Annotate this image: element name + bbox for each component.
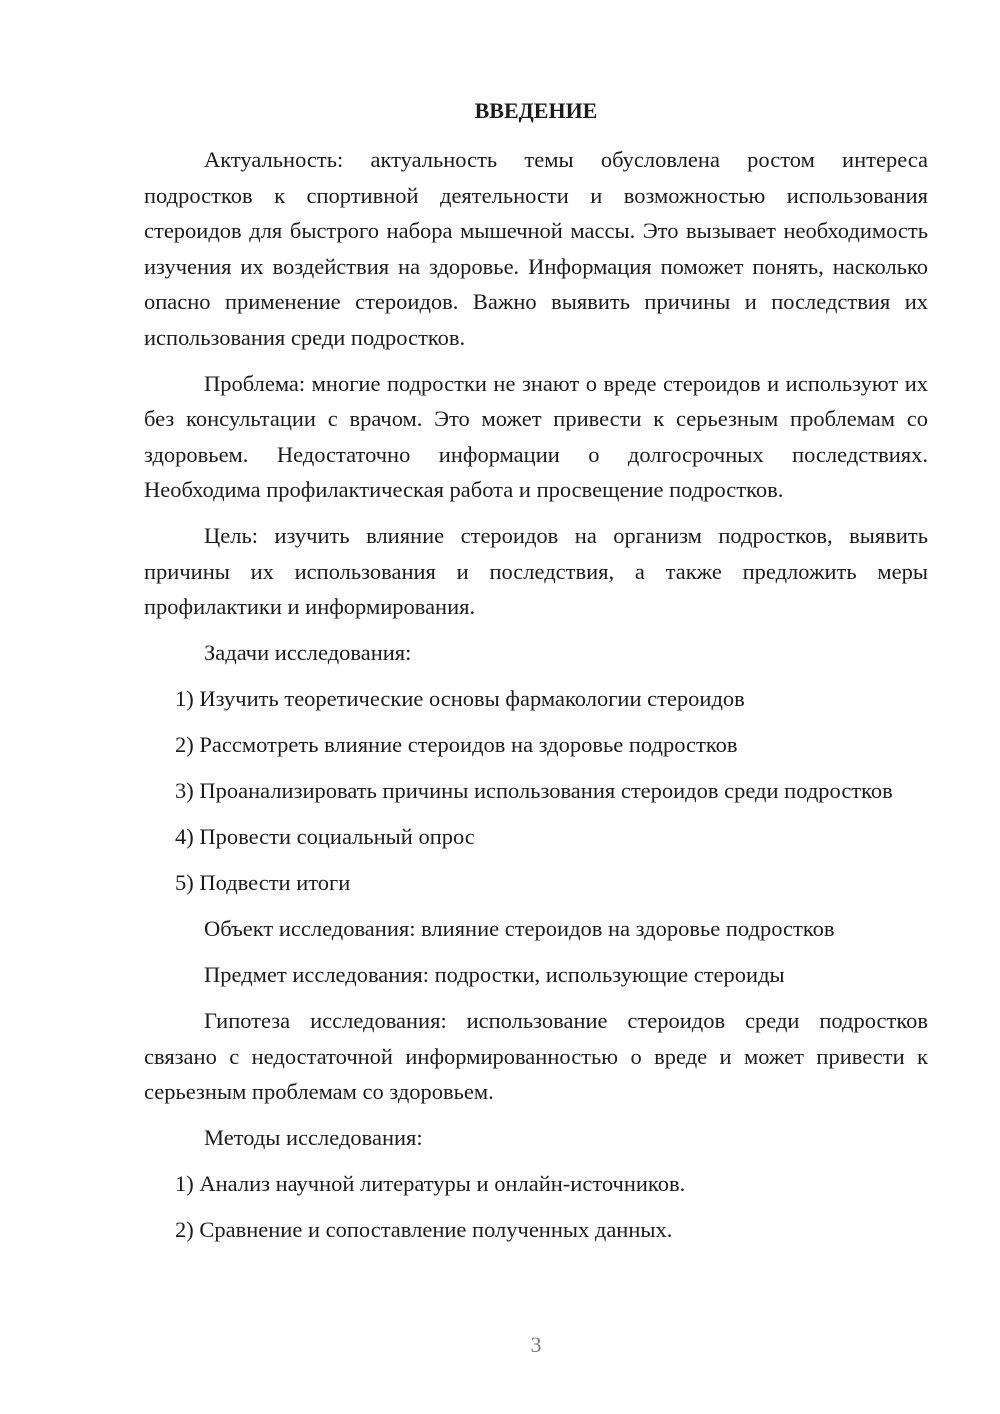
subject-line: Предмет исследования: подростки, использующие стероиды [204,962,785,987]
method-item: 2) Сравнение и сопоставление полученных данных. [175,1217,673,1242]
goal-paragraph: Цель: изучить влияние стероидов на организм подростков, выявить причины их использования и последствия, а также предложить меры профилактики и информирования. [144,523,928,619]
problem-paragraph: Проблема: многие подростки не знают о вреде стероидов и используют их без консультации с врачом. Это может привести к серьезным проблемам со здоровьем. Недостаточно информации о долгосрочных последствиях. Необходима профилактическая работа и просвещение подростков. [144,370,928,502]
tasks-heading: Задачи исследования: [204,640,412,665]
page-number: 3 [530,1332,542,1357]
task-item: 1) Изучить теоретические основы фармакологии стероидов [175,686,745,711]
document-page [144,93,928,1258]
task-item: 5) Подвести итоги [175,870,351,895]
section-title: ВВЕДЕНИЕ [474,98,598,123]
task-item: 2) Рассмотреть влияние стероидов на здоровье подростков [175,732,738,757]
hypothesis-paragraph: Гипотеза исследования: использование стероидов среди подростков связано с недостаточной информированностью о вреде и может привести к серьезным проблемам со здоровьем. [144,1008,928,1104]
task-item: 3) Проанализировать причины использования стероидов среди подростков [175,778,893,803]
methods-heading: Методы исследования: [204,1125,423,1150]
task-item: 4) Провести социальный опрос [175,824,475,849]
method-item: 1) Анализ научной литературы и онлайн-источников. [175,1171,686,1196]
object-line: Объект исследования: влияние стероидов на здоровье подростков [204,916,835,941]
relevance-paragraph: Актуальность: актуальность темы обусловлена ростом интереса подростков к спортивной деятельности и возможностью использования стероидов для быстрого набора мышечной массы. Это вызывает необходимость изучения их воздействия на здоровье. Информация поможет понять, насколько опасно применение стероидов. Важно выявить причины и последствия их использования среди подростков. [144,147,928,350]
